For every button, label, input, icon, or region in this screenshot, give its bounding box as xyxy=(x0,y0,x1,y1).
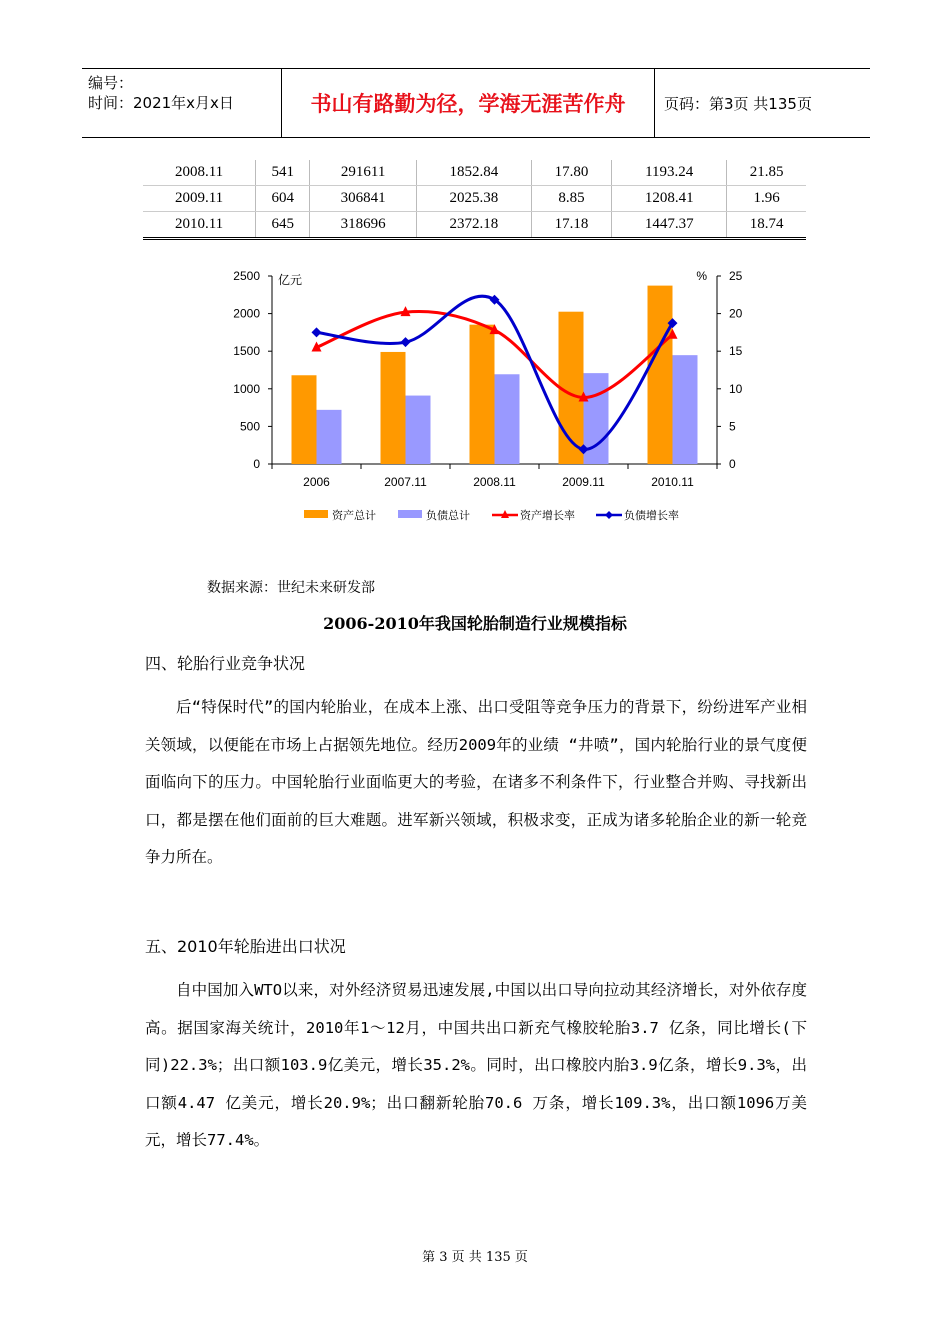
page-header xyxy=(82,68,870,138)
table-cell: 2009.11 xyxy=(143,186,256,212)
table-cell: 17.80 xyxy=(531,160,611,186)
category-label: 2009.11 xyxy=(562,475,605,489)
bar-assets xyxy=(292,375,317,464)
table-row xyxy=(143,212,806,239)
header-meta xyxy=(82,69,282,137)
left-tick-label: 0 xyxy=(253,457,260,471)
bar-assets xyxy=(381,352,406,464)
section4-heading: 四、轮胎行业竞争状况 xyxy=(145,654,306,673)
bar-liabilities xyxy=(673,355,698,464)
table-cell: 318696 xyxy=(310,212,416,239)
legend-label: 负债总计 xyxy=(426,510,470,522)
left-tick-label: 500 xyxy=(239,419,260,434)
legend-swatch xyxy=(304,510,328,518)
table-row xyxy=(143,186,806,212)
table-cell: 1852.84 xyxy=(416,160,531,186)
category-label: 2006 xyxy=(303,475,330,489)
category-label: 2007.11 xyxy=(384,475,427,489)
header-page-info: 页码：第3页 共135页 xyxy=(664,94,812,113)
section5-heading: 五、2010年轮胎进出口状况 xyxy=(145,937,346,956)
left-tick-label: 1500 xyxy=(233,344,260,359)
table-cell: 1193.24 xyxy=(612,160,727,186)
right-tick-label: 25 xyxy=(729,269,743,283)
table-cell: 2010.11 xyxy=(143,212,256,239)
point-liability-growth xyxy=(401,337,411,347)
table-cell: 2008.11 xyxy=(143,160,256,186)
bar-liabilities xyxy=(406,396,431,464)
left-tick-label: 1000 xyxy=(233,381,260,396)
bar-assets xyxy=(648,286,673,464)
right-tick-label: 5 xyxy=(729,419,736,434)
table-cell: 18.74 xyxy=(727,212,806,239)
right-axis-unit: % xyxy=(696,269,707,283)
category-label: 2010.11 xyxy=(651,475,694,489)
right-tick-label: 0 xyxy=(729,457,736,471)
table-cell: 1447.37 xyxy=(612,212,727,239)
number-label: 编号： xyxy=(88,74,134,92)
data-table xyxy=(143,160,806,240)
right-tick-label: 15 xyxy=(729,344,743,359)
left-tick-label: 2000 xyxy=(233,306,260,321)
section4-paragraph: 后“特保时代”的国内轮胎业，在成本上涨、出口受阻等竞争压力的背景下，纷纷进军产业相关领域，以便能在市场上占据领先地位。经历2009年的业绩 “井喷”，国内轮胎行业的景气度便面临向下的压力。中国轮胎行业面临更大的考验，在诸多不利条件下，行业整合并购、寻找新出口，都是摆在他们面前的巨大难题。进军新兴领域，积极求变，正成为诸多轮胎企业的新一轮竞争力所在。 xyxy=(145,698,807,866)
table-cell: 2372.18 xyxy=(416,212,531,239)
legend-label: 负债增长率 xyxy=(624,510,679,522)
left-tick-label: 2500 xyxy=(233,269,260,283)
table-cell: 8.85 xyxy=(531,186,611,212)
table-row xyxy=(143,160,806,186)
legend-swatch xyxy=(398,510,422,518)
table-cell: 541 xyxy=(256,160,310,186)
table-cell: 21.85 xyxy=(727,160,806,186)
table-cell: 1208.41 xyxy=(612,186,727,212)
bar-liabilities xyxy=(495,374,520,464)
header-motto: 书山有路勤为径，学海无涯苦作舟 xyxy=(282,69,655,137)
right-tick-label: 20 xyxy=(729,306,743,321)
table-cell: 306841 xyxy=(310,186,416,212)
table-cell: 1.96 xyxy=(727,186,806,212)
page-footer: 第 3 页 共 135 页 xyxy=(422,1250,528,1265)
time-label: 时间：2021年x月x日 xyxy=(88,94,234,112)
legend-label: 资产增长率 xyxy=(520,510,575,522)
table-cell: 2025.38 xyxy=(416,186,531,212)
right-tick-label: 10 xyxy=(729,381,743,396)
legend-label: 资产总计 xyxy=(332,510,376,522)
category-label: 2008.11 xyxy=(473,475,516,489)
point-liability-growth xyxy=(312,327,322,337)
bar-liabilities xyxy=(317,410,342,464)
source-note: 数据来源：世纪未来研发部 xyxy=(207,580,375,596)
bar-assets xyxy=(470,325,495,464)
left-axis-unit: 亿元 xyxy=(278,273,303,287)
chart-title: 2006-2010年我国轮胎制造行业规模指标 xyxy=(323,614,627,633)
legend-marker xyxy=(605,511,613,519)
section5-paragraph: 自中国加入WTO以来，对外经济贸易迅速发展,中国以出口导向拉动其经济增长，对外依存度高。据国家海关统计，2010年1～12月，中国共出口新充气橡胶轮胎3.7 亿条，同比增长(下同)22.3%；出口额103.9亿美元，增长35.2%。同时，出口橡胶内胎3.9亿条，增长9.3%，出口额4.47 亿美元，增长20.9%；出口翻新轮胎70.6 万条，增长109.3%，出口额1096万美元，增长77.4%。 xyxy=(145,981,807,1149)
table-cell: 291611 xyxy=(310,160,416,186)
table-cell: 604 xyxy=(256,186,310,212)
scale-chart xyxy=(220,260,743,530)
table-cell: 645 xyxy=(256,212,310,239)
table-cell: 17.18 xyxy=(531,212,611,239)
